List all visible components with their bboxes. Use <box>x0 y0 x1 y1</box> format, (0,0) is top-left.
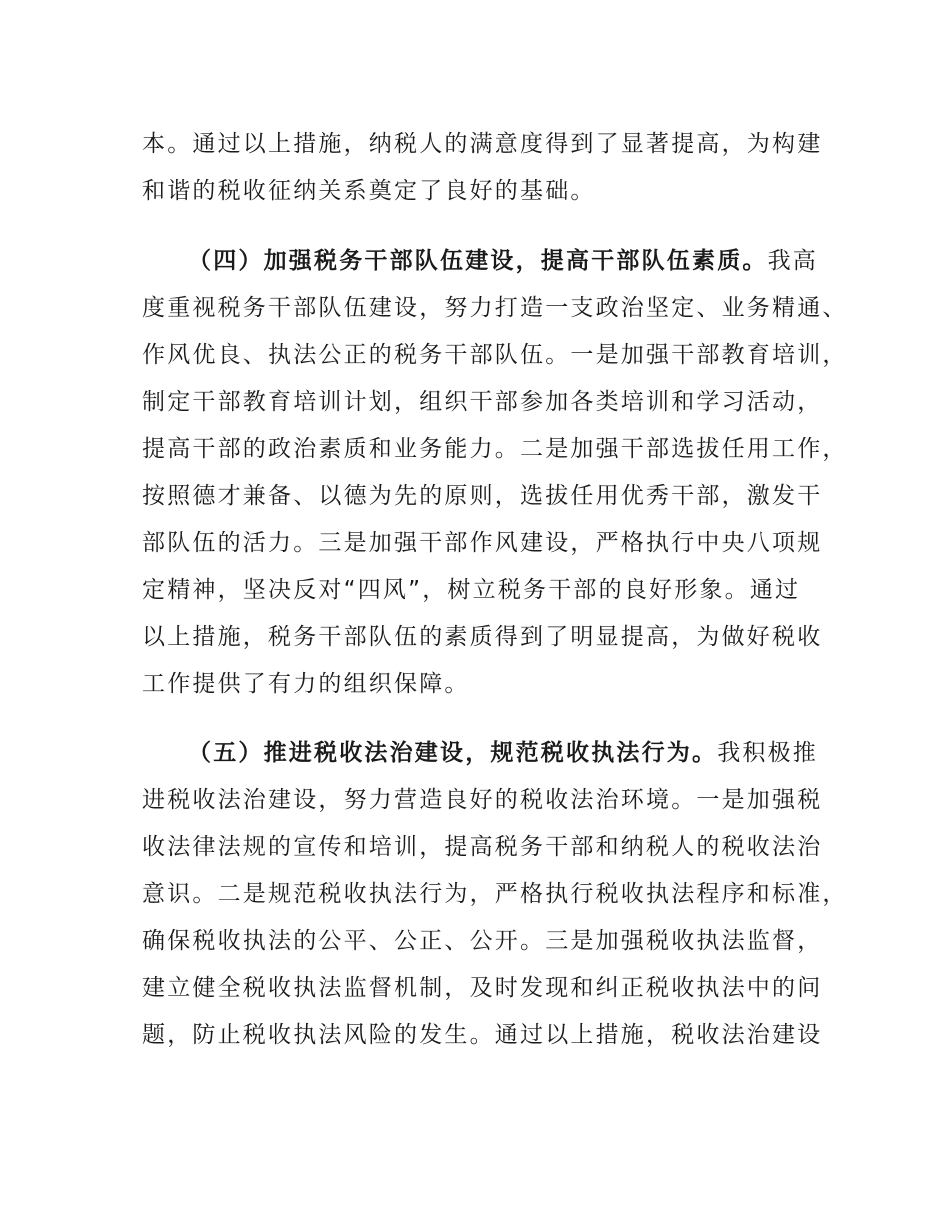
paragraph-3-line: 建立健全税收执法监督机制，及时发现和纠正税收执法中的问 <box>142 975 823 1001</box>
paragraph-2-line: 度重视税务干部队伍建设，努力打造一支政治坚定、业务精通、 <box>142 295 848 321</box>
paragraph-3-line: 意识。二是规范税收执法行为，严格执行税收执法程序和标准， <box>142 881 848 907</box>
paragraph-2-line: 部队伍的活力。三是加强干部作风建设，严格执行中央八项规 <box>142 530 823 556</box>
paragraph-3-line: 确保税收执法的公平、公正、公开。三是加强税收执法监督， <box>142 928 823 954</box>
paragraph-2-line: 制定干部教育培训计划，组织干部参加各类培训和学习活动， <box>142 389 823 415</box>
paragraph-2-line: 工作提供了有力的组织保障。 <box>142 671 470 697</box>
paragraph-2-line: 定精神，坚决反对“四风”，树立税务干部的良好形象。通过 <box>142 577 801 603</box>
paragraph-2-line: 以上措施，税务干部队伍的素质得到了明显提高，为做好税收 <box>142 624 823 650</box>
paragraph-3-line: 进税收法治建设，努力营造良好的税收法治环境。一是加强税 <box>142 787 823 813</box>
paragraph-3-heading: （五）推进税收法治建设，规范税收执法行为。 <box>188 740 718 766</box>
paragraph-2-line: 作风优良、执法公正的税务干部队伍。一是加强干部教育培训， <box>142 342 848 368</box>
paragraph-3-first-line <box>188 733 842 773</box>
paragraph-2-line: 提高干部的政治素质和业务能力。二是加强干部选拔任用工作， <box>142 436 848 462</box>
paragraph-1-line-1: 本。通过以上措施，纳税人的满意度得到了显著提高，为构建 <box>142 131 823 157</box>
paragraph-2-heading: （四）加强税务干部队伍建设，提高干部队伍素质。 <box>188 248 768 274</box>
paragraph-3-first-line-tail: 我积极推 <box>717 740 819 766</box>
paragraph-2-first-line-tail: 我高 <box>767 248 819 274</box>
paragraph-3-line: 题，防止税收执法风险的发生。通过以上措施，税收法治建设 <box>142 1022 823 1048</box>
paragraph-2-first-line <box>188 241 842 281</box>
paragraph-1-line-2: 和谐的税收征纳关系奠定了良好的基础。 <box>142 178 596 204</box>
paragraph-3-line: 收法律法规的宣传和培训，提高税务干部和纳税人的税收法治 <box>142 834 823 860</box>
paragraph-2-line: 按照德才兼备、以德为先的原则，选拔任用优秀干部，激发干 <box>142 483 823 509</box>
